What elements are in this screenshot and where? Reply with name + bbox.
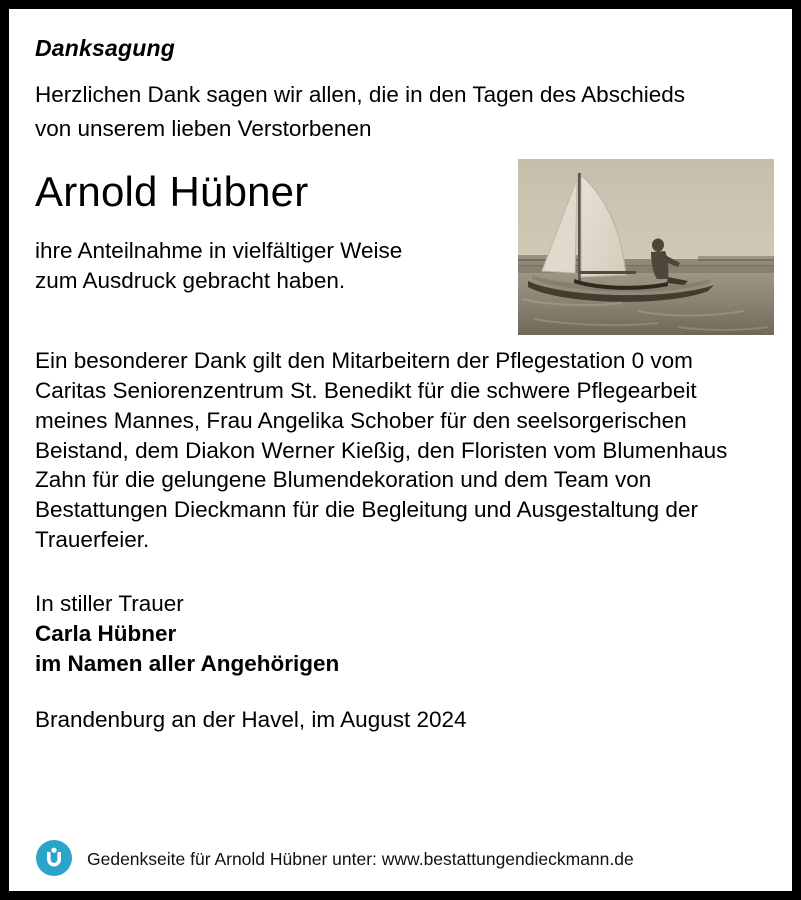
- intro-line-1: Herzlichen Dank sagen wir allen, die in den Tagen des Abschieds: [35, 82, 685, 107]
- after-name-line-1: ihre Anteilnahme in vielfältiger Weise: [35, 237, 403, 263]
- thanks-paragraph: Ein besonderer Dank gilt den Mitarbeitern der Pflegestation 0 vom Caritas Seniorenzentrum St. Benedikt für die schwere Pflegearbeit meines Mannes, Frau Angelika Schober für den seelsorgerischen Beistand, dem Diakon Werner Kießig, den Floristen vom Blumenhaus Zahn für die gelungene Blumendekoration und dem Team von Bestattungen Dieckmann für die Begleitung und Ausgestaltung der Trauerfeier.: [35, 347, 728, 553]
- closing-block: [35, 589, 768, 679]
- footer-bar: [35, 839, 768, 877]
- memorial-page-icon: [35, 839, 73, 877]
- card-heading: Danksagung: [35, 35, 176, 61]
- memorial-photo: [518, 159, 774, 335]
- after-name-line-2: zum Ausdruck gebracht haben.: [35, 267, 346, 293]
- footer-text: Gedenkseite für Arnold Hübner unter: www.bestattungendieckmann.de: [87, 848, 634, 869]
- place-and-date: Brandenburg an der Havel, im August 2024: [35, 707, 467, 732]
- mourner-note: im Namen aller Angehörigen: [35, 651, 340, 677]
- mourner-name: Carla Hübner: [35, 621, 177, 647]
- intro-line-2: von unserem lieben Verstorbenen: [35, 115, 372, 141]
- deceased-name: Arnold Hübner: [35, 167, 309, 215]
- closing-label: In stiller Trauer: [35, 591, 184, 617]
